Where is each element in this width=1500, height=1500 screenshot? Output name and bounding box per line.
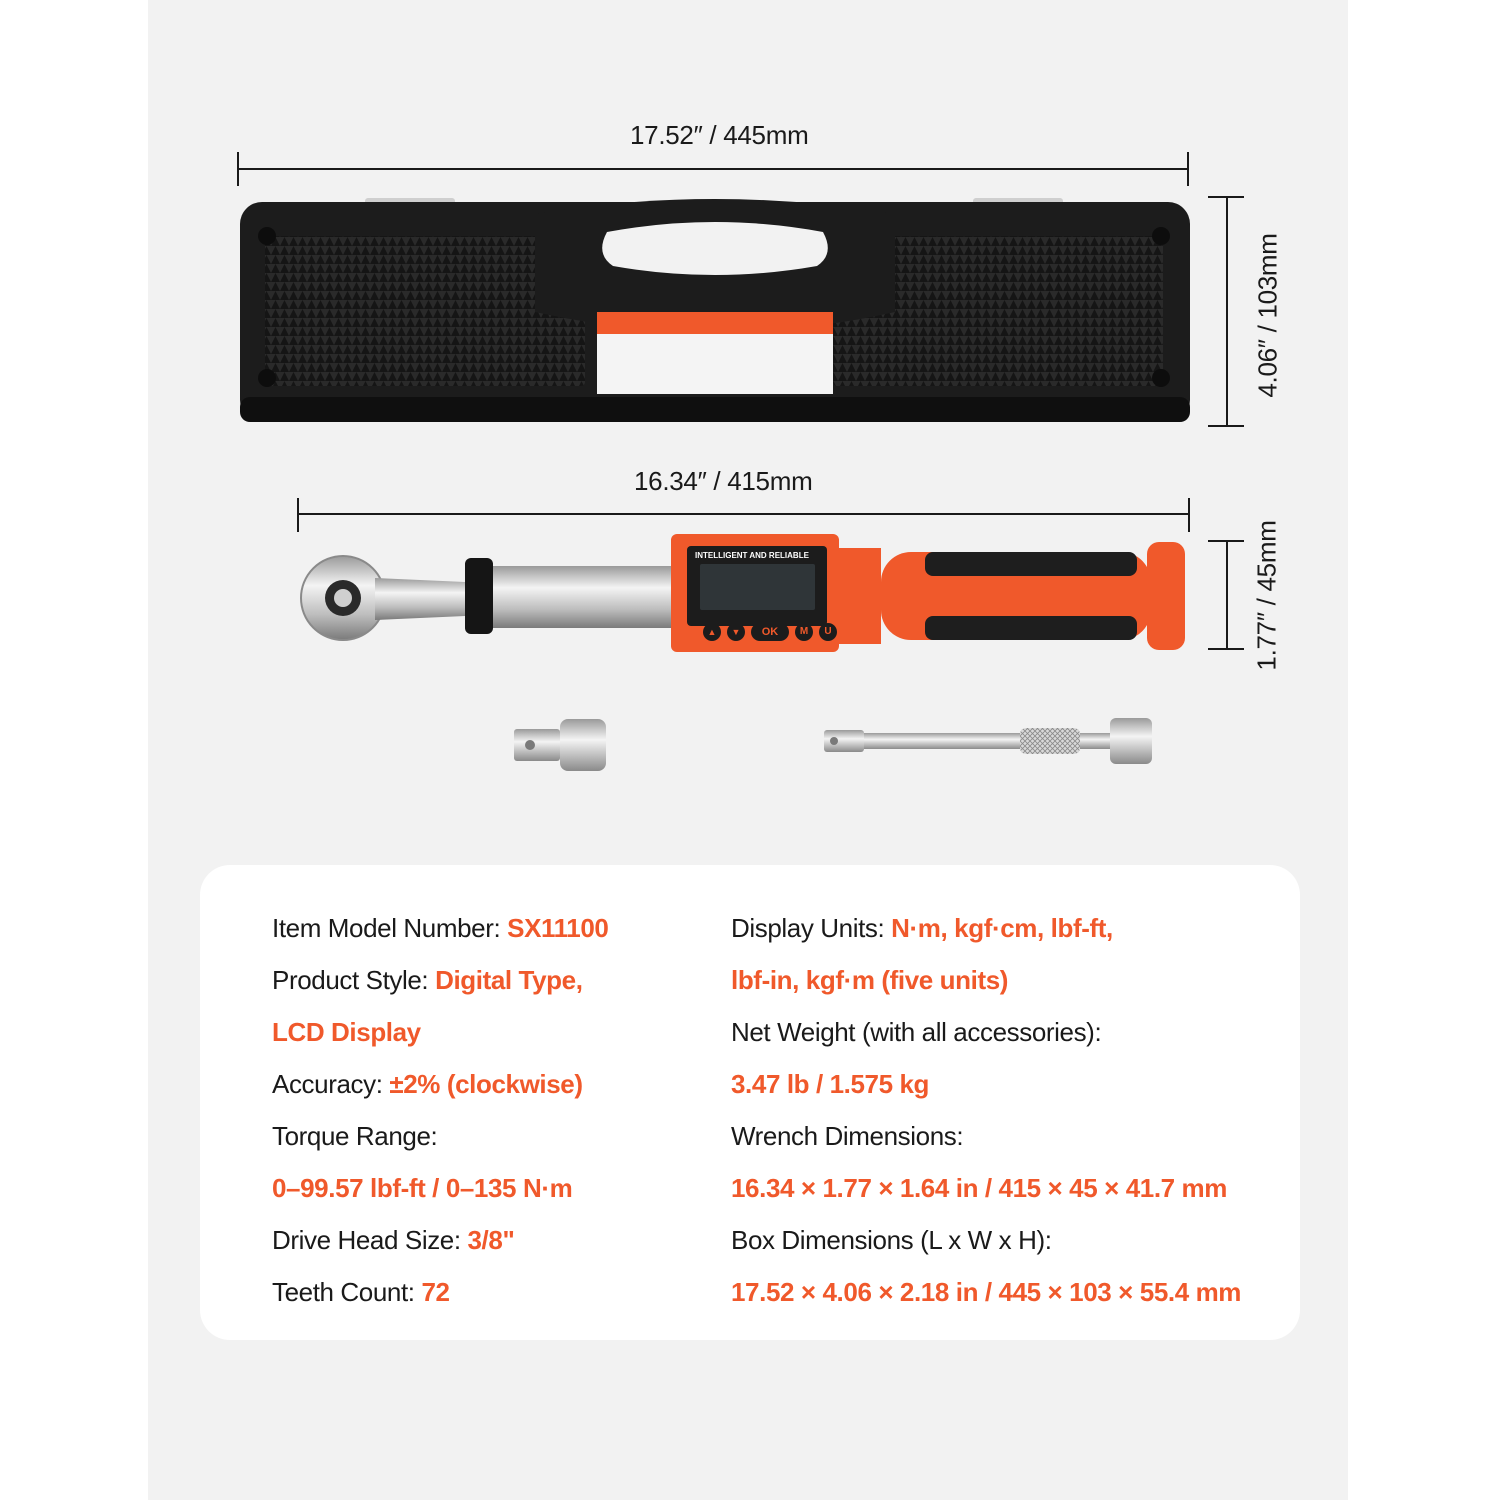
spec-right-row	[731, 1069, 929, 1100]
spec-left-value: 72	[421, 1277, 450, 1307]
spec-left-label: Drive Head Size:	[272, 1225, 468, 1255]
case-length-tick-left	[237, 152, 239, 186]
case-length-line	[238, 168, 1188, 170]
spec-right-row	[731, 1121, 963, 1152]
spec-left-label: Torque Range:	[272, 1121, 438, 1151]
spec-left-label: Product Style:	[272, 965, 436, 995]
spec-right-value: N·m, kgf·cm, lbf-ft,	[891, 913, 1113, 943]
wrench-height-tick-top	[1208, 540, 1244, 542]
spec-left-label: Accuracy:	[272, 1069, 390, 1099]
case-width-tick-bottom	[1208, 425, 1244, 427]
wrench-height-label: 1.77″ / 45mm	[1251, 520, 1282, 671]
up-button[interactable]: ▲	[703, 623, 721, 641]
spec-left-label: Teeth Count:	[272, 1277, 422, 1307]
digital-torque-wrench	[295, 530, 1195, 660]
ok-button[interactable]: OK	[751, 623, 789, 641]
spec-left-row	[272, 1069, 583, 1100]
case-length-label: 17.52″ / 445mm	[630, 120, 809, 150]
extension-bar	[820, 716, 1160, 766]
m-button[interactable]: M	[795, 623, 813, 641]
display-caption: INTELLIGENT AND RELIABLE	[695, 551, 809, 560]
spec-right-value: 3.47 lb / 1.575 kg	[731, 1069, 930, 1099]
spec-right-label: Display Units:	[731, 913, 892, 943]
spec-left-value: Digital Type,	[435, 965, 583, 995]
spec-left-row	[272, 1017, 421, 1048]
spec-right-label: Box Dimensions (L x W x H):	[731, 1225, 1052, 1255]
spec-left-value: 0–99.57 lbf-ft / 0–135 N·m	[272, 1173, 573, 1203]
socket-adapter	[510, 715, 610, 775]
spec-right-label: Wrench Dimensions:	[731, 1121, 964, 1151]
case-length-tick-right	[1187, 152, 1189, 186]
spec-right-row	[731, 1173, 1227, 1204]
case-width-line	[1226, 196, 1228, 427]
spec-right-row	[731, 1225, 1052, 1256]
u-button[interactable]: U	[819, 623, 837, 641]
spec-left-value: LCD Display	[272, 1017, 421, 1047]
wrench-length-tick-right	[1188, 498, 1190, 532]
spec-left-row	[272, 1277, 450, 1308]
spec-right-row	[731, 965, 1008, 996]
wrench-length-label: 16.34″ / 415mm	[634, 466, 813, 496]
case-width-label: 4.06″ / 103mm	[1252, 233, 1283, 398]
wrench-height-tick-bottom	[1208, 648, 1244, 650]
spec-right-row	[731, 1017, 1101, 1048]
spec-left-value: ±2% (clockwise)	[389, 1069, 583, 1099]
carrying-case	[235, 192, 1195, 432]
wrench-length-tick-left	[297, 498, 299, 532]
wrench-length-line	[298, 513, 1190, 515]
spec-left-label: Item Model Number:	[272, 913, 508, 943]
spec-left-row	[272, 913, 608, 944]
spec-right-row	[731, 1277, 1241, 1308]
spec-right-row	[731, 913, 1113, 944]
spec-right-value: 16.34 × 1.77 × 1.64 in / 415 × 45 × 41.7 mm	[731, 1173, 1227, 1203]
spec-left-value: 3/8"	[467, 1225, 515, 1255]
spec-left-row	[272, 1121, 437, 1152]
spec-left-row	[272, 1173, 572, 1204]
spec-right-value: lbf-in, kgf·m (five units)	[731, 965, 1009, 995]
spec-left-row	[272, 965, 583, 996]
spec-left-value: SX11100	[507, 913, 609, 943]
spec-left-row	[272, 1225, 514, 1256]
spec-right-value: 17.52 × 4.06 × 2.18 in / 445 × 103 × 55.4 mm	[731, 1277, 1242, 1307]
wrench-height-line	[1226, 540, 1228, 650]
down-button[interactable]: ▼	[727, 623, 745, 641]
case-width-tick-top	[1208, 196, 1244, 198]
spec-right-label: Net Weight (with all accessories):	[731, 1017, 1102, 1047]
